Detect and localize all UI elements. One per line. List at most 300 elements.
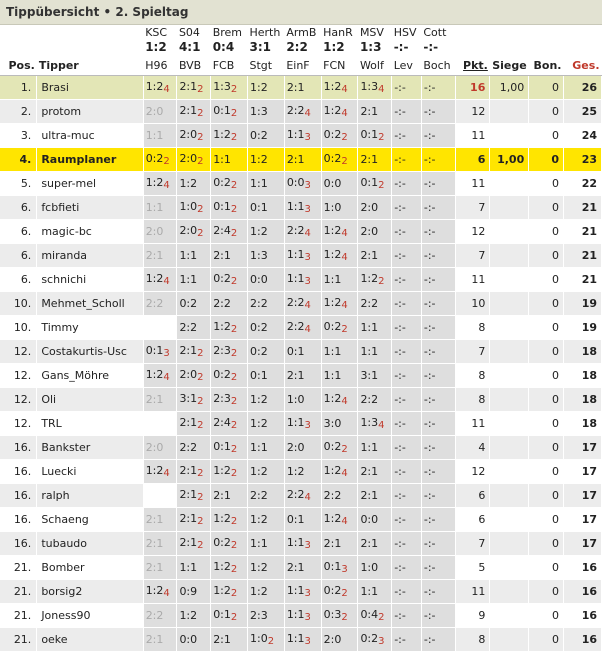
tip-cell: [284, 412, 321, 436]
points-value: 8: [455, 316, 490, 340]
match-home-team: Brem: [212, 26, 242, 39]
tip-cell: [248, 316, 285, 340]
tip-cell: [358, 412, 392, 436]
tip-cell: [284, 484, 321, 508]
tip-value: 0:1: [360, 128, 379, 141]
points-value: 11: [455, 580, 490, 604]
tip-cell: [143, 124, 177, 148]
total-value: 16: [563, 628, 601, 652]
bonus-value: 0: [529, 268, 564, 292]
bon-header[interactable]: Bon.: [529, 55, 564, 76]
rank-position: 4.: [0, 148, 37, 172]
tip-cell: [321, 124, 358, 148]
tip-cell: [143, 292, 177, 316]
tip-value: 2:4: [213, 224, 231, 237]
points-value: 7: [455, 340, 490, 364]
tip-value: 1:2: [250, 417, 268, 430]
rank-position: 21.: [0, 580, 37, 604]
tip-cell: [143, 412, 177, 436]
bonus-value: 0: [529, 316, 564, 340]
tip-value: 2:0: [145, 225, 164, 238]
tip-cell: [284, 148, 321, 172]
tip-cell: [358, 76, 392, 100]
tip-cell: [284, 196, 321, 220]
tip-value: 2:1: [286, 81, 305, 94]
ranking-body: [0, 76, 602, 652]
tip-value: -:-: [423, 81, 436, 94]
tip-points: 2: [197, 492, 204, 503]
tipper-name[interactable]: Timmy: [37, 316, 143, 340]
tip-cell: [248, 508, 285, 532]
tip-cell: [421, 364, 455, 388]
tip-cell: [177, 628, 211, 652]
tip-cell: [177, 196, 211, 220]
points-value: 8: [455, 388, 490, 412]
tip-cell: [392, 532, 422, 556]
tipper-name[interactable]: fcbfieti: [37, 196, 143, 220]
tip-value: 2:0: [179, 152, 198, 165]
tip-value: 1:1: [286, 632, 305, 645]
tip-cell: [211, 244, 248, 268]
tip-value: 0:2: [323, 440, 342, 453]
tip-cell: [211, 556, 248, 580]
tip-points: 3: [304, 276, 311, 287]
tip-points: 2: [230, 564, 238, 575]
total-value: 21: [563, 268, 601, 292]
tip-cell: [248, 484, 285, 508]
tip-value: 2:2: [250, 489, 268, 502]
tip-cell: [248, 364, 285, 388]
total-value: 21: [563, 196, 601, 220]
wins-value: [490, 508, 529, 532]
total-value: 18: [563, 412, 601, 436]
tip-value: 1:2: [286, 465, 305, 478]
table-row: [0, 460, 602, 484]
ges-header[interactable]: Ges.: [563, 55, 601, 76]
tip-points: 2: [230, 84, 238, 95]
rank-position: 2.: [0, 100, 37, 124]
bonus-value: 0: [529, 340, 564, 364]
tip-value: 2:3: [213, 344, 231, 357]
tip-cell: [284, 580, 321, 604]
tip-value: 2:4: [213, 416, 231, 429]
tip-value: -:-: [423, 465, 436, 478]
tip-value: 1:1: [323, 273, 342, 286]
match-away-team: Wolf: [358, 55, 392, 76]
tip-value: 2:1: [179, 512, 198, 525]
tip-cell: [392, 220, 422, 244]
tip-value: 1:2: [145, 80, 164, 93]
tip-cell: [421, 556, 455, 580]
tip-value: 2:1: [286, 561, 305, 574]
tipper-name[interactable]: magic-bc: [37, 220, 143, 244]
table-row: [0, 604, 602, 628]
rank-position: 6.: [0, 244, 37, 268]
tip-points: 4: [163, 468, 170, 479]
total-value: 18: [563, 364, 601, 388]
tip-points: 4: [304, 300, 311, 311]
table-row: [0, 484, 602, 508]
table-row: [0, 124, 602, 148]
tip-value: 2:1: [145, 561, 164, 574]
bonus-value: 0: [529, 124, 564, 148]
rank-position: 16.: [0, 532, 37, 556]
tip-cell: [321, 412, 358, 436]
tip-cell: [321, 268, 358, 292]
tip-cell: [143, 244, 177, 268]
tip-cell: [392, 484, 422, 508]
tipper-name[interactable]: Raumplaner: [37, 148, 143, 172]
tip-cell: [284, 292, 321, 316]
tip-cell: [211, 292, 248, 316]
tip-value: 0:2: [323, 584, 342, 597]
tip-value: -:-: [394, 177, 406, 190]
rank-position: 21.: [0, 604, 37, 628]
tip-value: 1:2: [250, 393, 268, 406]
tip-value: 1:2: [179, 609, 198, 622]
bonus-value: 0: [529, 604, 564, 628]
points-value: 16: [455, 76, 490, 100]
tip-cell: [284, 316, 321, 340]
rank-position: 6.: [0, 196, 37, 220]
table-row: [0, 388, 602, 412]
tip-cell: [211, 148, 248, 172]
tip-value: 1:2: [250, 561, 268, 574]
tipper-name[interactable]: Mehmet_Scholl: [37, 292, 143, 316]
tip-value: 0:1: [213, 104, 231, 117]
tip-value: -:-: [394, 345, 406, 358]
tip-cell: [392, 508, 422, 532]
points-value: 6: [455, 148, 490, 172]
tip-cell: [143, 220, 177, 244]
tip-cell: [211, 628, 248, 652]
total-value: 17: [563, 484, 601, 508]
tip-value: 2:0: [179, 128, 198, 141]
tip-value: 1:2: [323, 296, 342, 309]
tip-value: 1:1: [145, 129, 164, 142]
ranking-table: [0, 25, 602, 652]
tip-points: 4: [304, 108, 311, 119]
tip-points: 3: [304, 252, 311, 263]
tip-value: -:-: [423, 225, 436, 238]
tip-cell: [177, 580, 211, 604]
tip-value: 1:2: [250, 225, 268, 238]
pkt-header[interactable]: Pkt.: [455, 55, 490, 76]
tip-value: 0:2: [360, 632, 379, 645]
tip-cell: [248, 220, 285, 244]
tip-value: 1:1: [250, 177, 268, 190]
points-value: 11: [455, 412, 490, 436]
tip-cell: [248, 460, 285, 484]
tip-cell: [392, 292, 422, 316]
tip-cell: [392, 460, 422, 484]
rank-position: 12.: [0, 364, 37, 388]
tip-value: 1:3: [213, 80, 231, 93]
tip-points: 4: [163, 276, 170, 287]
tip-cell: [211, 532, 248, 556]
tip-cell: [321, 292, 358, 316]
tip-cell: [392, 388, 422, 412]
tipper-name[interactable]: schnichi: [37, 268, 143, 292]
tip-cell: [284, 76, 321, 100]
tip-cell: [177, 556, 211, 580]
wins-value: [490, 316, 529, 340]
wins-value: [490, 100, 529, 124]
tip-cell: [211, 460, 248, 484]
tip-value: -:-: [394, 441, 406, 454]
tip-cell: [421, 172, 455, 196]
tip-points: 2: [197, 204, 204, 215]
tip-value: 0:2: [250, 321, 268, 334]
points-value: 12: [455, 100, 490, 124]
tip-value: 1:1: [250, 441, 268, 454]
tipper-name[interactable]: Bomber: [37, 556, 143, 580]
tip-points: 4: [304, 228, 311, 239]
tip-value: -:-: [423, 153, 436, 166]
tip-cell: [177, 412, 211, 436]
tipper-name[interactable]: Oli: [37, 388, 143, 412]
tipper-name[interactable]: protom: [37, 100, 143, 124]
tipper-name[interactable]: oeke: [37, 628, 143, 652]
tip-value: 1:1: [179, 249, 198, 262]
tip-points: 2: [341, 156, 348, 167]
tip-value: 1:1: [286, 128, 305, 141]
tip-cell: [321, 604, 358, 628]
tip-cell: [421, 508, 455, 532]
tip-value: 2:0: [360, 225, 379, 238]
tip-cell: [358, 364, 392, 388]
tip-value: -:-: [394, 489, 406, 502]
match-away-team: FCN: [321, 55, 358, 76]
tip-value: -:-: [423, 297, 436, 310]
tip-value: 1:2: [323, 392, 342, 405]
tip-value: 2:1: [213, 633, 231, 646]
tip-cell: [358, 484, 392, 508]
tip-value: 0:0: [250, 273, 268, 286]
tip-cell: [143, 148, 177, 172]
tip-value: 2:1: [179, 464, 198, 477]
tip-points: 2: [230, 204, 238, 215]
tip-cell: [177, 76, 211, 100]
table-row: [0, 412, 602, 436]
points-value: 5: [455, 556, 490, 580]
tip-points: 2: [341, 132, 348, 143]
points-value: 7: [455, 532, 490, 556]
pos-header[interactable]: Pos.: [0, 55, 37, 76]
tip-cell: [321, 148, 358, 172]
tip-value: 1:2: [323, 464, 342, 477]
tip-value: 2:0: [360, 201, 379, 214]
table-row: [0, 508, 602, 532]
tip-value: -:-: [423, 561, 436, 574]
wins-value: [490, 412, 529, 436]
match-home-row: [0, 25, 602, 40]
tip-value: -:-: [394, 633, 406, 646]
tip-value: 2:1: [360, 249, 379, 262]
tip-cell: [392, 436, 422, 460]
tipper-name[interactable]: borsig2: [37, 580, 143, 604]
tipper-name[interactable]: Costakurtis-Usc: [37, 340, 143, 364]
tip-value: 1:1: [286, 608, 305, 621]
table-row: [0, 268, 602, 292]
tip-value: -:-: [423, 321, 436, 334]
total-value: 25: [563, 100, 601, 124]
tip-value: 1:3: [250, 105, 268, 118]
tip-cell: [143, 172, 177, 196]
tip-cell: [177, 484, 211, 508]
bonus-value: 0: [529, 220, 564, 244]
tip-points: 2: [230, 180, 238, 191]
rank-position: 12.: [0, 388, 37, 412]
rank-position: 6.: [0, 268, 37, 292]
tip-value: 1:2: [213, 464, 231, 477]
tip-value: 1:0: [286, 393, 305, 406]
tip-cell: [392, 100, 422, 124]
tip-cell: [143, 532, 177, 556]
tip-value: 2:1: [179, 80, 198, 93]
tip-points: 3: [341, 564, 348, 575]
tipper-name[interactable]: Brasi: [37, 76, 143, 100]
match-result: 2:2: [286, 40, 308, 54]
bonus-value: 0: [529, 532, 564, 556]
tipper-name[interactable]: tubaudo: [37, 532, 143, 556]
tipper-name[interactable]: Schaeng: [37, 508, 143, 532]
tip-cell: [358, 268, 392, 292]
tip-cell: [321, 628, 358, 652]
tip-value: 1:2: [213, 560, 231, 573]
tip-cell: [143, 196, 177, 220]
tip-cell: [421, 196, 455, 220]
bonus-value: 0: [529, 148, 564, 172]
tip-value: 1:1: [179, 561, 198, 574]
table-row: [0, 532, 602, 556]
tip-value: 2:0: [145, 105, 164, 118]
tip-points: 3: [304, 180, 311, 191]
wins-value: 1,00: [490, 76, 529, 100]
tip-cell: [284, 508, 321, 532]
tip-value: 1:2: [323, 104, 342, 117]
match-away-team: H96: [143, 55, 177, 76]
header-spacer: [563, 25, 601, 40]
tip-points: 2: [230, 324, 238, 335]
tip-value: 2:2: [179, 441, 198, 454]
tipper-name[interactable]: Joness90: [37, 604, 143, 628]
tipper-name[interactable]: Gans_Möhre: [37, 364, 143, 388]
tip-cell: [421, 484, 455, 508]
tip-cell: [177, 292, 211, 316]
tip-value: -:-: [394, 585, 406, 598]
rank-position: 21.: [0, 628, 37, 652]
tip-value: 2:1: [145, 249, 164, 262]
tip-points: 2: [197, 468, 204, 479]
tipper-name[interactable]: Luecki: [37, 460, 143, 484]
tip-cell: [392, 172, 422, 196]
tip-value: 1:1: [323, 369, 342, 382]
tip-value: 1:2: [250, 585, 268, 598]
tip-points: 2: [230, 612, 238, 623]
points-value: 11: [455, 268, 490, 292]
tipper-name[interactable]: Bankster: [37, 436, 143, 460]
tip-value: 0:2: [213, 368, 231, 381]
tip-cell: [358, 100, 392, 124]
tip-points: 2: [197, 84, 204, 95]
tip-cell: [177, 244, 211, 268]
tip-cell: [392, 628, 422, 652]
tipper-name[interactable]: super-mel: [37, 172, 143, 196]
tip-cell: [143, 364, 177, 388]
tip-value: 2:2: [250, 297, 268, 310]
tip-points: 4: [163, 372, 170, 383]
tip-value: 3:0: [323, 417, 342, 430]
tip-cell: [421, 340, 455, 364]
rank-position: 1.: [0, 76, 37, 100]
tip-value: -:-: [423, 633, 436, 646]
tip-value: 2:0: [323, 633, 342, 646]
tip-cell: [284, 388, 321, 412]
tip-value: -:-: [423, 489, 436, 502]
total-value: 21: [563, 244, 601, 268]
tip-value: -:-: [423, 417, 436, 430]
tip-value: 0:1: [250, 369, 268, 382]
match-away-team: EinF: [284, 55, 321, 76]
tipper-name[interactable]: ralph: [37, 484, 143, 508]
total-value: 19: [563, 292, 601, 316]
tip-value: 2:1: [360, 105, 379, 118]
tip-value: 0:1: [145, 344, 164, 357]
points-value: 11: [455, 172, 490, 196]
tip-cell: [321, 364, 358, 388]
tip-value: 2:1: [323, 537, 342, 550]
wins-value: [490, 460, 529, 484]
wins-value: [490, 268, 529, 292]
points-value: 4: [455, 436, 490, 460]
tip-cell: [284, 244, 321, 268]
tip-cell: [321, 436, 358, 460]
siege-header[interactable]: Siege: [490, 55, 529, 76]
tip-points: 3: [304, 588, 311, 599]
total-value: 21: [563, 220, 601, 244]
tip-value: 1:2: [250, 513, 268, 526]
header-spacer: [529, 40, 564, 55]
tip-value: 1:1: [250, 537, 268, 550]
tip-value: -:-: [423, 369, 436, 382]
tip-value: 0:2: [323, 152, 342, 165]
tip-cell: [177, 436, 211, 460]
tipper-name[interactable]: TRL: [37, 412, 143, 436]
tip-value: 2:1: [179, 536, 198, 549]
tip-value: 0:2: [323, 128, 342, 141]
tipper-name[interactable]: miranda: [37, 244, 143, 268]
tip-value: 1:2: [213, 320, 231, 333]
tip-cell: [421, 76, 455, 100]
table-row: [0, 364, 602, 388]
match-home-team: Cott: [423, 26, 447, 39]
column-header-row: [0, 55, 602, 76]
bonus-value: 0: [529, 100, 564, 124]
tipper-name[interactable]: ultra-muc: [37, 124, 143, 148]
tip-cell: [248, 412, 285, 436]
rank-position: 10.: [0, 292, 37, 316]
tip-points: 2: [341, 324, 348, 335]
tip-cell: [177, 124, 211, 148]
tip-points: 2: [341, 612, 348, 623]
tip-points: 3: [163, 348, 170, 359]
tipper-header[interactable]: Tipper: [37, 55, 143, 76]
tip-points: 2: [230, 588, 238, 599]
tip-value: -:-: [423, 201, 436, 214]
tip-value: -:-: [423, 177, 436, 190]
tip-cell: [321, 172, 358, 196]
